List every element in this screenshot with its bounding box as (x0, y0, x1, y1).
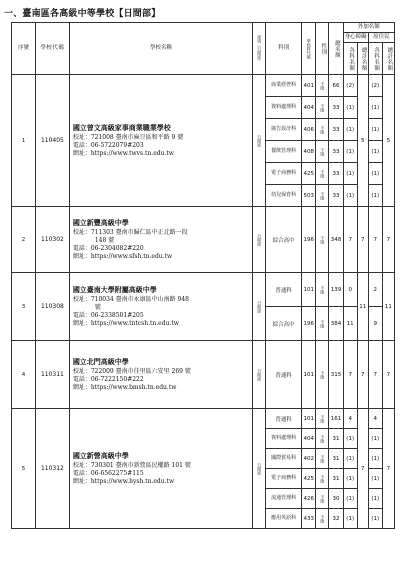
header-indigenous: 原住民 (368, 33, 394, 43)
program-dept: 普通科 (266, 409, 302, 429)
school-seq: 1 (12, 75, 36, 207)
program-dis: 7 (343, 341, 357, 409)
school-name: 國立北門高級中學 (72, 357, 129, 367)
school-dis-total: 7 (357, 409, 368, 529)
school-dis-total: 7 (357, 341, 368, 409)
school-ind-total: 11 (382, 273, 394, 341)
program-dis: (1) (343, 141, 357, 163)
program-code: 426 (302, 489, 316, 509)
program-ind: (1) (368, 429, 382, 449)
header-dept-code: 學校科代碼 (302, 23, 316, 75)
school-division: 日間部 (253, 273, 266, 341)
program-gender: 不限 (316, 75, 329, 97)
program-gender: 不限 (316, 119, 329, 141)
program-dis: (2) (343, 75, 357, 97)
program-dept: 電子商務科 (266, 469, 302, 489)
program-code: 503 (302, 185, 316, 207)
table-row (12, 409, 395, 429)
school-website[interactable]: 網址：https://www.sfsh.tn.edu.tw (72, 252, 173, 260)
school-code: 110311 (36, 341, 70, 409)
school-code: 110312 (36, 409, 70, 529)
school-seq: 3 (12, 273, 36, 341)
program-ind: (1) (368, 469, 382, 489)
program-gender: 不限 (316, 207, 329, 273)
school-name: 國立新豐高級中學 (72, 218, 129, 228)
program-gender: 不限 (316, 469, 329, 489)
program-dept: 普通科 (266, 273, 302, 307)
header-ind-per-dept: 各科名額 (368, 43, 382, 75)
program-ind: (1) (368, 489, 382, 509)
program-code: 425 (302, 163, 316, 185)
school-info (69, 207, 252, 273)
program-total: 384 (329, 307, 343, 341)
school-ind-total: 7 (382, 207, 394, 273)
program-total: 31 (329, 429, 343, 449)
program-total: 315 (329, 341, 343, 409)
school-address: 校址：711303 臺南市歸仁區中正北路一段 (72, 229, 188, 237)
school-address: 校址：722009 臺南市佳里區六安里 269 號 (72, 368, 191, 376)
program-dept: 幼兒保育科 (266, 185, 302, 207)
school-ind-total: 7 (382, 409, 394, 529)
school-info (69, 75, 252, 207)
program-dis: (1) (343, 429, 357, 449)
program-dis: (1) (343, 163, 357, 185)
program-gender: 不限 (316, 97, 329, 119)
program-gender: 不限 (316, 141, 329, 163)
program-code: 404 (302, 429, 316, 449)
program-dept: 應用英語科 (266, 509, 302, 529)
header-total: 總名額 (329, 23, 343, 75)
school-dis-total: 5 (357, 75, 368, 207)
header-gender: 性別 (316, 23, 329, 75)
school-name: 國立新營高級中學 (72, 451, 129, 461)
program-dis: 11 (343, 307, 357, 341)
header-code: 學校代碼 (36, 23, 70, 75)
table-row (12, 273, 395, 307)
school-seq: 4 (12, 341, 36, 409)
program-ind: (1) (368, 185, 382, 207)
program-gender: 不限 (316, 509, 329, 529)
program-code: 408 (302, 141, 316, 163)
header-dis-per-dept: 各科名額 (343, 43, 357, 75)
program-total: 31 (329, 449, 343, 469)
program-gender: 不限 (316, 185, 329, 207)
program-code: 101 (302, 409, 316, 429)
program-ind: 7 (368, 207, 382, 273)
school-info (69, 273, 252, 341)
school-phone: 電話：06-2338501#205 (72, 312, 144, 319)
header-division: 部別（日間部） (253, 23, 266, 75)
program-code: 401 (302, 75, 316, 97)
school-division: 日間部 (253, 409, 266, 529)
program-dis: (1) (343, 185, 357, 207)
program-dis: 0 (343, 273, 357, 307)
school-website[interactable]: 網址：https://www.bmsh.tn.edu.tw (72, 383, 177, 391)
school-code: 110405 (36, 75, 70, 207)
program-ind: (2) (368, 75, 382, 97)
school-name: 國立曾文高級家事商業職業學校 (72, 123, 171, 133)
program-code: 101 (302, 341, 316, 409)
school-phone: 電話：06-5722079#203 (72, 142, 144, 150)
program-code: 425 (302, 469, 316, 489)
header-name: 學校名稱 (69, 23, 252, 75)
program-dept: 資料處理科 (266, 429, 302, 449)
program-total: 30 (329, 489, 343, 509)
program-total: 161 (329, 409, 343, 429)
program-dept: 商業經營科 (266, 75, 302, 97)
header-disabled: 身心障礙 (343, 33, 368, 43)
header-ind-total: 總計名額 (382, 43, 394, 75)
page-heading: 一、臺南區各高級中等學校【日間部】 (4, 9, 161, 19)
program-code: 406 (302, 119, 316, 141)
school-phone: 電話：06-7222150#222 (72, 376, 144, 384)
school-seq: 2 (12, 207, 36, 273)
program-gender: 不限 (316, 409, 329, 429)
program-gender: 不限 (316, 163, 329, 185)
program-total: 348 (329, 207, 343, 273)
program-total: 139 (329, 273, 343, 307)
school-code: 110302 (36, 207, 70, 273)
school-division: 日間部 (253, 75, 266, 207)
program-total: 66 (329, 75, 343, 97)
header-dept: 科別 (266, 23, 302, 75)
table-row (12, 207, 395, 273)
program-gender: 不限 (316, 341, 329, 409)
program-dept: 綜合高中 (266, 307, 302, 341)
school-division: 日間部 (253, 207, 266, 273)
program-ind: (1) (368, 449, 382, 469)
school-name: 國立臺南大學附屬高級中學 (72, 285, 157, 295)
school-address-cont: 號 (94, 304, 101, 312)
program-code: 101 (302, 273, 316, 307)
program-ind: 4 (368, 409, 382, 429)
header-extra: 外加名額 (343, 23, 394, 33)
program-dept: 電子商務科 (266, 163, 302, 185)
program-gender: 不限 (316, 429, 329, 449)
school-address: 校址：730301 臺南市新營區民權路 101 號 (72, 462, 191, 470)
school-seq: 5 (12, 409, 36, 529)
school-quota-table (11, 22, 395, 529)
school-dis-total: 11 (357, 273, 368, 341)
program-dis: 7 (343, 207, 357, 273)
school-address: 校址：710034 臺南市永康區中山南路 948 (72, 296, 189, 304)
program-gender: 不限 (316, 307, 329, 341)
program-gender: 不限 (316, 449, 329, 469)
program-total: 33 (329, 141, 343, 163)
school-division: 日間部 (253, 341, 266, 409)
school-website[interactable]: 網址：https://www.twvs.tn.edu.tw (72, 149, 174, 157)
program-dept: 國際貿易科 (266, 449, 302, 469)
program-ind: (1) (368, 509, 382, 529)
program-dept: 普通科 (266, 341, 302, 409)
school-info (69, 341, 252, 409)
program-code: 196 (302, 207, 316, 273)
header-seq: 序號 (12, 23, 36, 75)
school-info (69, 409, 252, 529)
program-dis: (1) (343, 509, 357, 529)
program-gender: 不限 (316, 489, 329, 509)
program-dept: 流通管理科 (266, 489, 302, 509)
program-code: 402 (302, 449, 316, 469)
school-dis-total: 7 (357, 207, 368, 273)
program-dis: (1) (343, 469, 357, 489)
program-ind: (1) (368, 119, 382, 141)
program-total: 33 (329, 119, 343, 141)
program-ind: 2 (368, 273, 382, 307)
program-code: 196 (302, 307, 316, 341)
program-dept: 資料處理科 (266, 97, 302, 119)
program-total: 31 (329, 469, 343, 489)
program-ind: 9 (368, 307, 382, 341)
program-dis: (1) (343, 97, 357, 119)
school-phone: 電話：06-6562275#115 (72, 470, 144, 478)
program-dis: (1) (343, 489, 357, 509)
program-ind: (1) (368, 97, 382, 119)
program-total: 33 (329, 163, 343, 185)
header-dis-total: 總計名額 (357, 43, 368, 75)
program-code: 404 (302, 97, 316, 119)
school-website[interactable]: 網址：https://www.tntcsh.tn.edu.tw (72, 319, 179, 327)
school-ind-total: 7 (382, 341, 394, 409)
program-total: 33 (329, 185, 343, 207)
program-gender: 不限 (316, 273, 329, 307)
school-website[interactable]: 網址：https://www.hysh.tn.edu.tw (72, 477, 175, 485)
program-dept: 綜合高中 (266, 207, 302, 273)
program-total: 32 (329, 509, 343, 529)
program-dept: 餐飲管理科 (266, 141, 302, 163)
program-dept: 廣告設計科 (266, 119, 302, 141)
school-address-cont: 148 號 (94, 237, 115, 245)
program-ind: (1) (368, 141, 382, 163)
program-dis: 4 (343, 409, 357, 429)
program-dis: (1) (343, 119, 357, 141)
program-ind: 7 (368, 341, 382, 409)
program-code: 433 (302, 509, 316, 529)
table-row (12, 75, 395, 97)
table-row (12, 341, 395, 409)
school-phone: 電話：06-2304082#220 (72, 245, 144, 252)
school-code: 110308 (36, 273, 70, 341)
program-ind: (1) (368, 163, 382, 185)
program-total: 33 (329, 97, 343, 119)
school-ind-total: 5 (382, 75, 394, 207)
program-dis: (1) (343, 449, 357, 469)
school-address: 校址：721008 臺南市麻豆區和平路 9 號 (72, 134, 184, 142)
